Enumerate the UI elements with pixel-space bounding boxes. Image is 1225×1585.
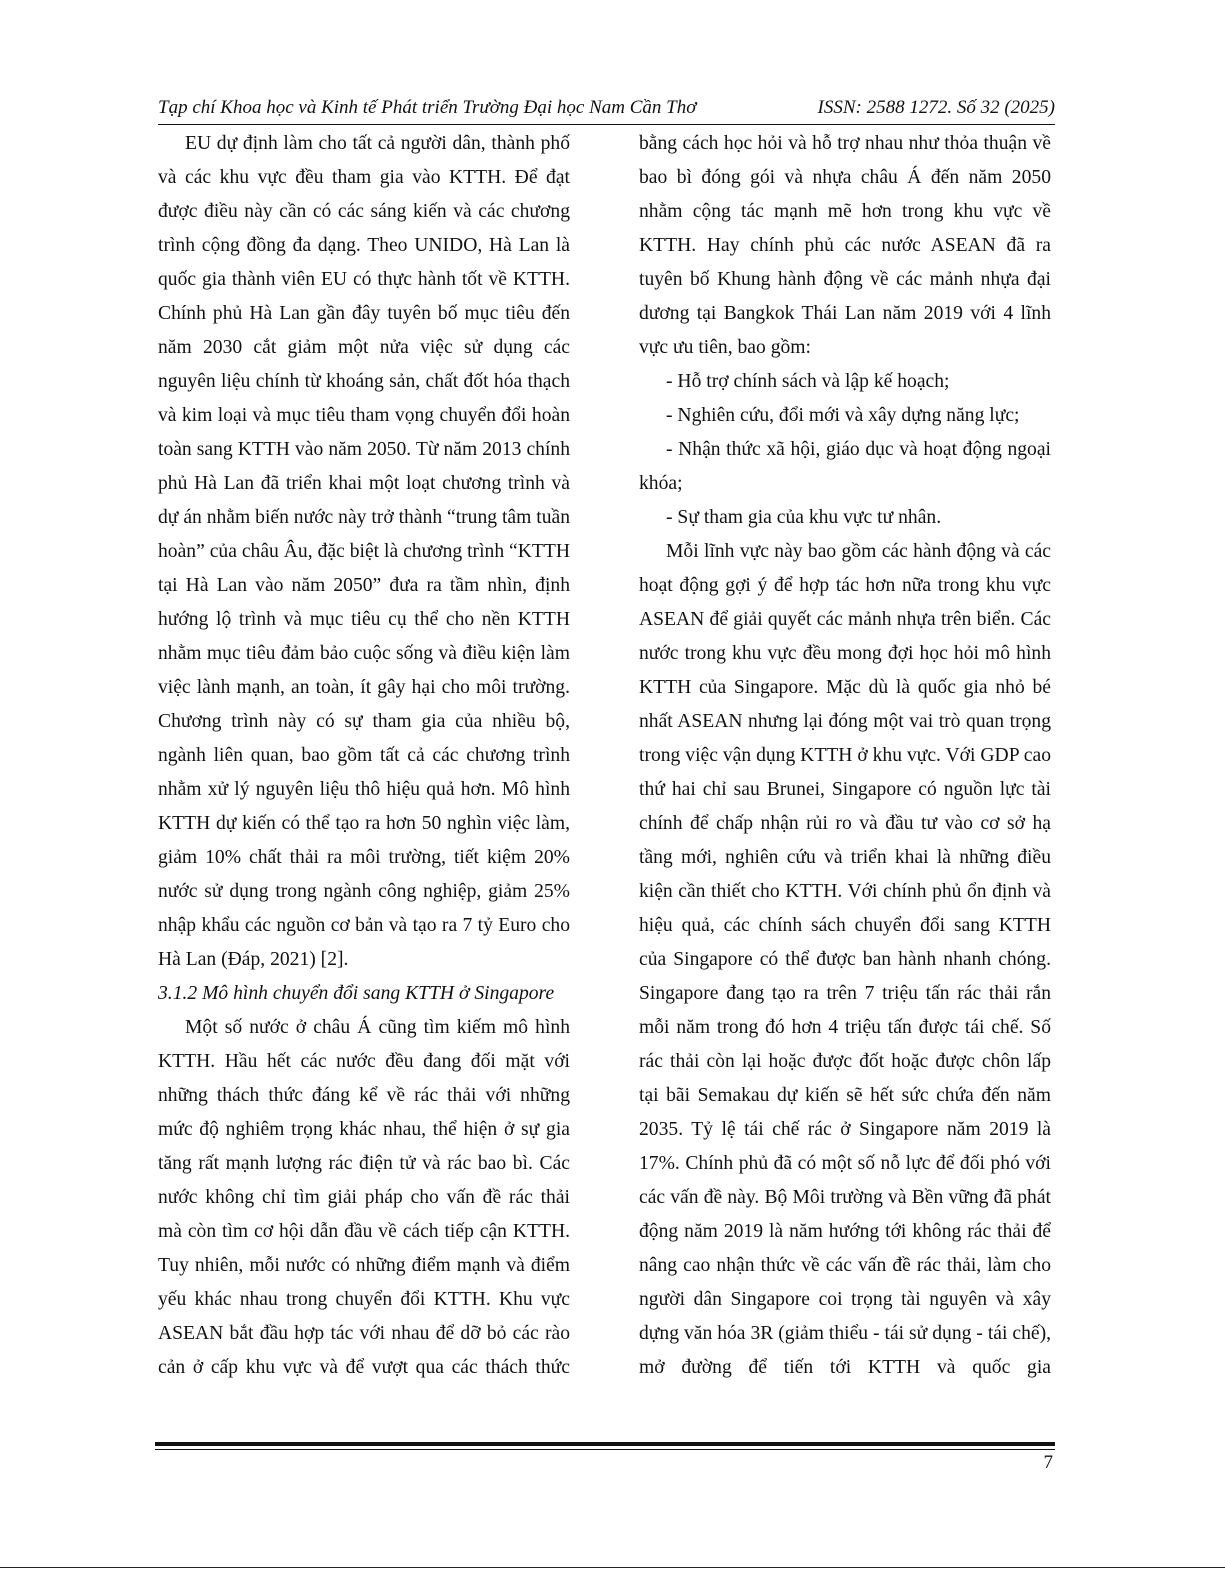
right-column (639, 127, 1051, 1385)
footer-rule-thin (155, 1449, 1055, 1450)
journal-title: Tạp chí Khoa học và Kinh tế Phát triển Trường Đại học Nam Cần Thơ (158, 97, 697, 118)
paragraph-singapore: Mỗi lĩnh vực này bao gồm các hành động và các hoạt động gợi ý để hợp tác hơn nữa trong khu vực ASEAN để giải quyết các mảnh nhựa trên biển. Các nước trong khu vực đều mong đợi học hỏi mô hình KTTH của Singapore. Mặc dù là quốc gia nhỏ bé nhất ASEAN nhưng lại đóng một vai trò quan trọng trong việc vận dụng KTTH ở khu vực. Với GDP cao thứ hai chỉ sau Brunei, Singapore có nguồn lực tài chính để chấp nhận rủi ro và đầu tư vào cơ sở hạ tầng mới, nghiên cứu và triển khai là những điều kiện cần thiết cho KTTH. Với chính phủ ổn định và hiệu quả, các chính sách chuyển đổi sang KTTH của Singapore có thể được ban hành nhanh chóng. Singapore đang tạo ra trên 7 triệu tấn rác thải rắn mỗi năm trong đó hơn 4 triệu tấn được tái chế. Số rác thải còn lại hoặc được đốt hoặc được chôn lấp tại bãi Semakau dự kiến sẽ hết sức chứa đến năm 2035. Tỷ lệ tái chế rác ở Singapore năm 2019 là 17%. Chính phủ đã có một số nỗ lực để đối phó với các vấn đề này. Bộ Môi trường và Bền vững đã phát động năm 2019 là năm hướng tới không rác thải để nâng cao nhận thức về các vấn đề rác thải, làm cho người dân Singapore coi trọng tài nguyên và xây dựng văn hóa 3R (giảm thiểu - tái sử dụng - tái chế), mở đường để tiến tới KTTH và quốc gia (639, 541, 1051, 1378)
section-heading: 3.1.2 Mô hình chuyển đổi sang KTTH ở Singapore (158, 983, 555, 1004)
header-rule (158, 124, 1055, 125)
paragraph-asean: bằng cách học hỏi và hỗ trợ nhau như thỏa thuận về bao bì đóng gói và nhựa châu Á đến năm 2050 nhằm cộng tác mạnh mẽ hơn trong khu vực về KTTH. Hay chính phủ các nước ASEAN đã ra tuyên bố Khung hành động về các mảnh nhựa đại dương tại Bangkok Thái Lan năm 2019 với 4 lĩnh vực ưu tiên, bao gồm: (639, 133, 1051, 358)
running-header (158, 95, 1055, 123)
page-number: 7 (1043, 1452, 1053, 1473)
list-item: - Nhận thức xã hội, giáo dục và hoạt động ngoại khóa; (639, 439, 1051, 494)
issn-issue: ISSN: 2588 1272. Số 32 (2025) (817, 97, 1055, 118)
left-column (158, 127, 570, 1385)
paragraph-netherlands: EU dự định làm cho tất cả người dân, thành phố và các khu vực đều tham gia vào KTTH. Để đạt được điều này cần có các sáng kiến và các chương trình cộng đồng đa dạng. Theo UNIDO, Hà Lan là quốc gia thành viên EU có thực hành tốt về KTTH. Chính phủ Hà Lan gần đây tuyên bố mục tiêu đến năm 2030 cắt giảm một nửa việc sử dụng các nguyên liệu chính từ khoáng sản, chất đốt hóa thạch và kim loại và mục tiêu tham vọng chuyển đổi hoàn toàn sang KTTH vào năm 2050. Từ năm 2013 chính phủ Hà Lan đã triển khai một loạt chương trình và dự án nhằm biến nước này trở thành “trung tâm tuần hoàn” của châu Âu, đặc biệt là chương trình “KTTH tại Hà Lan vào năm 2050” đưa ra tầm nhìn, định hướng lộ trình và mục tiêu cụ thể cho nền KTTH nhằm mục tiêu đảm bảo cuộc sống và điều kiện làm việc lành mạnh, an toàn, ít gây hại cho môi trường. Chương trình này có sự tham gia của nhiều bộ, ngành liên quan, bao gồm tất cả các chương trình nhằm xử lý nguyên liệu thô hiệu quả hơn. Mô hình KTTH dự kiến có thể tạo ra hơn 50 nghìn việc làm, giảm 10% chất thải ra môi trường, tiết kiệm 20% nước sử dụng trong ngành công nghiệp, giảm 25% nhập khẩu các nguồn cơ bản và tạo ra 7 tỷ Euro cho Hà Lan (Đáp, 2021) [2]. (158, 133, 570, 970)
page-edge (0, 1567, 1225, 1568)
paragraph-asia: Một số nước ở châu Á cũng tìm kiếm mô hình KTTH. Hầu hết các nước đều đang đối mặt với những thách thức đáng kể về rác thải với những mức độ nghiêm trọng khác nhau, thể hiện ở sự gia tăng rất mạnh lượng rác điện tử và rác bao bì. Các nước không chỉ tìm giải pháp cho vấn đề rác thải mà còn tìm cơ hội dẫn đầu về cách tiếp cận KTTH. Tuy nhiên, mỗi nước có những điểm mạnh và điểm yếu khác nhau trong chuyển đổi KTTH. Khu vực ASEAN bắt đầu hợp tác với nhau để dỡ bỏ các rào cản ở cấp khu vực và để vượt qua các thách thức (158, 1017, 570, 1378)
list-item: - Sự tham gia của khu vực tư nhân. (666, 507, 942, 528)
footer-rule-thick (155, 1442, 1055, 1446)
list-item: - Nghiên cứu, đổi mới và xây dựng năng lực; (666, 405, 1020, 426)
list-item: - Hỗ trợ chính sách và lập kế hoạch; (666, 371, 950, 392)
